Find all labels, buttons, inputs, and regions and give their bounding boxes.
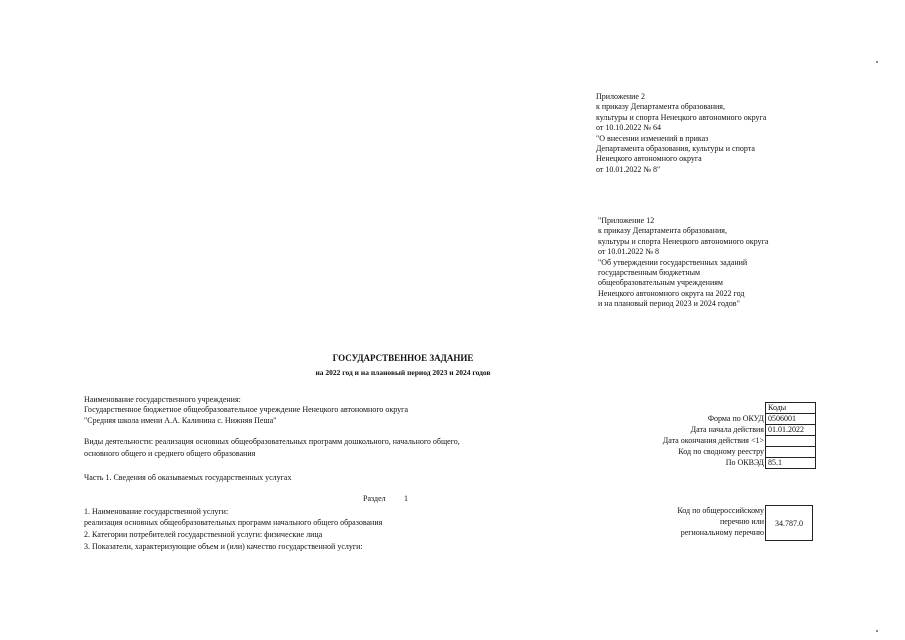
scan-mark	[876, 61, 878, 63]
appendix-2-line: от 10.10.2022 № 64	[596, 123, 662, 133]
service-name-value: реализация основных общеобразовательных программ начального общего образования	[84, 518, 383, 527]
appendix-12-line: "Об утверждении государственных заданий	[598, 257, 748, 267]
registry-code-value-text: 34.787.0	[775, 518, 803, 528]
appendix-2-line: Департамента образования, культуры и спорта	[596, 144, 755, 154]
appendix-12-line: "Приложение 12	[598, 216, 655, 225]
document-title: ГОСУДАРСТВЕННОЕ ЗАДАНИЕ	[332, 353, 474, 363]
appendix-12-line: общеобразовательным учреждениям	[598, 278, 723, 288]
registry-label-line2: перечню или	[719, 517, 764, 526]
registry-code-box	[765, 505, 813, 541]
section-label: Раздел	[363, 494, 386, 503]
appendix-2-block	[596, 92, 766, 175]
consumer-category: 2. Категории потребителей государственной услуги: физические лица	[84, 530, 323, 539]
appendix-2-line: к приказу Департамента образования,	[596, 102, 725, 112]
registry-label-line3: региональному перечню	[680, 528, 764, 537]
appendix-2-line: от 10.01.2022 № 8"	[596, 164, 661, 174]
appendix-12-line: культуры и спорта Ненецкого автономного округа	[598, 236, 769, 246]
registry-labels	[600, 505, 764, 538]
appendix-2-line: Приложение 2	[596, 92, 645, 101]
appendix-12-line: Ненецкого автономного округа на 2022 год	[598, 288, 745, 298]
section-number: 1	[404, 494, 408, 503]
appendix-2-line: "О внесении изменений в приказ	[596, 133, 709, 143]
codes-labels	[560, 413, 764, 468]
codes-table	[765, 402, 816, 469]
appendix-12-line: к приказу Департамента образования,	[598, 226, 727, 236]
indicators-heading: 3. Показатели, характеризующие объем и (или) качество государственной услуги:	[84, 542, 363, 551]
activity-line1: Виды деятельности: реализация основных общеобразовательных программ дошкольного, начального общего,	[84, 437, 460, 446]
appendix-12-line: и на плановый период 2023 и 2024 годов"	[598, 299, 740, 309]
service-name-label: 1. Наименование государственной услуги:	[84, 507, 229, 516]
end-date-label: Дата окончания действия <1>	[662, 436, 764, 445]
appendix-12-block	[598, 216, 768, 310]
okved-value: 85.1	[766, 458, 816, 469]
registry-code-label: Код по сводному реестру	[678, 447, 764, 456]
end-date-value	[766, 436, 816, 447]
registry-label-line1: Код по общероссийскому	[677, 506, 764, 515]
part-1-heading: Часть 1. Сведения об оказываемых государственных услугах	[84, 473, 292, 482]
institution-label: Наименование государственного учреждения:	[84, 395, 241, 404]
registry-code-value	[766, 447, 816, 458]
appendix-12-line: государственным бюджетным	[598, 268, 701, 278]
codes-header: Коды	[766, 403, 816, 414]
start-date-label: Дата начала действия	[690, 425, 764, 434]
okved-label: По ОКВЭД	[725, 458, 764, 467]
appendix-12-line: от 10.01.2022 № 8	[598, 247, 660, 257]
document-subtitle: на 2022 год и на плановый период 2023 и 2024 годов	[315, 368, 491, 377]
okud-value: 0506001	[766, 414, 816, 425]
start-date-value: 01.01.2022	[766, 425, 816, 436]
scan-mark	[876, 630, 878, 632]
appendix-2-line: Ненецкого автономного округа	[596, 154, 702, 164]
institution-name-line2: "Средняя школа имени А.А. Калинина с. Нижняя Пеша"	[84, 416, 277, 425]
activity-line2: основного общего и среднего общего образования	[84, 449, 256, 458]
okud-label: Форма по ОКУД	[707, 414, 764, 423]
appendix-2-line: культуры и спорта Ненецкого автономного округа	[596, 112, 767, 122]
institution-name-line1: Государственное бюджетное общеобразовательное учреждение Ненецкого автономного округа	[84, 405, 409, 414]
